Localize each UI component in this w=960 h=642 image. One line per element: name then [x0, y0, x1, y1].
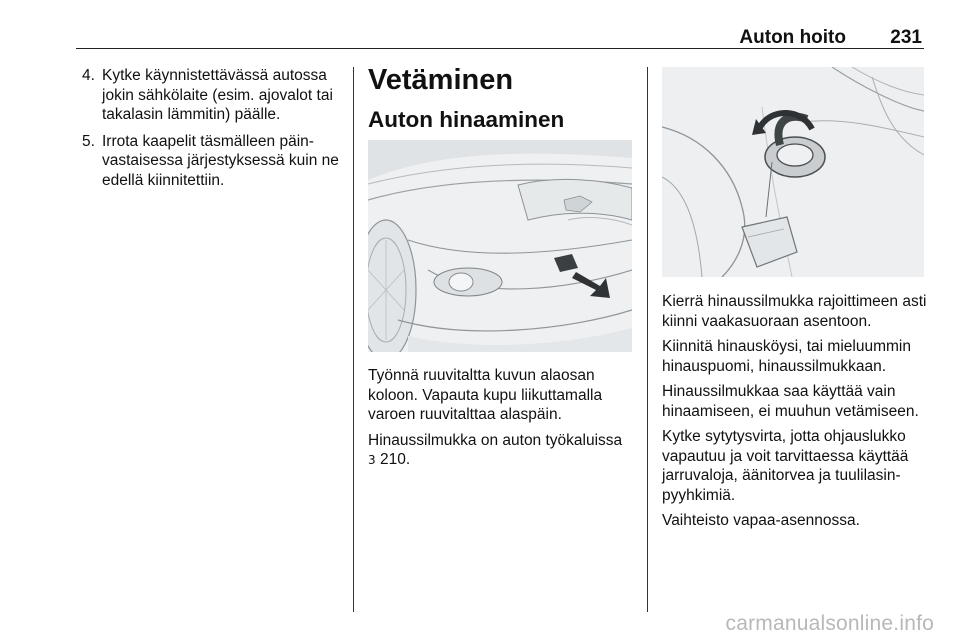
page-reference-link[interactable]: 210. — [379, 451, 411, 468]
bumper-drawing — [368, 140, 632, 352]
list-text: Irrota kaapelit täsmälleen päin- vastaisessa järjestyksessä kuin ne edellä kiinnitettiin. — [102, 132, 339, 189]
list-item — [76, 132, 346, 191]
watermark: carmanualsonline.info — [725, 612, 934, 635]
towing-eye-illustration — [662, 67, 924, 277]
towing-eye-drawing — [662, 67, 924, 277]
list-number: 4. — [82, 67, 95, 84]
list-text: Kytke käynnistettävässä autossa jokin sähkölaite (esim. ajovalot tai takalasin lämmitin) päälle. — [102, 67, 333, 123]
paragraph: Kytke sytytysvirta, jotta ohjauslukko vapautuu ja voit tarvittaessa käyttää jarruvaloja, äänitorvea ja tuulilasin- pyyhkimiä. — [662, 428, 909, 504]
paragraph: Vaihteisto vapaa-asennossa. — [662, 512, 860, 529]
chapter-heading: Vetäminen — [368, 64, 514, 96]
paragraph: Kierrä hinaussilmukka rajoittimeen asti kiinni vaakasuoraan asentoon. — [662, 293, 927, 330]
right-column-text — [662, 292, 934, 537]
paragraph: Työnnä ruuvitaltta kuvun alaosan koloon. Vapauta kupu liikuttamalla varoen ruuvitalttaa alaspäin. — [368, 367, 603, 423]
header-rule — [76, 48, 924, 49]
list-number: 5. — [82, 132, 95, 150]
middle-column-headings — [368, 64, 638, 133]
bumper-cover-illustration — [368, 140, 632, 352]
paragraph: Kiinnitä hinausköysi, tai mieluummin hinauspuomi, hinaussilmukkaan. — [662, 338, 911, 375]
column-divider-right — [647, 67, 648, 612]
column-divider-left — [353, 67, 354, 612]
paragraph — [368, 431, 640, 471]
paragraph: Hinaussilmukkaa saa käyttää vain hinaamiseen, ei muuhun vetämiseen. — [662, 383, 919, 420]
middle-column-text — [368, 366, 640, 471]
list-item — [76, 66, 346, 125]
page-reference-symbol: 3 — [368, 453, 376, 467]
paragraph-text: Hinaussilmukka on auton työkaluissa — [368, 431, 623, 449]
section-title: Auton hoito — [739, 27, 846, 48]
section-heading: Auton hinaaminen — [368, 107, 565, 132]
left-column — [76, 66, 346, 197]
page-header — [0, 0, 960, 50]
page-number: 231 — [890, 27, 922, 48]
